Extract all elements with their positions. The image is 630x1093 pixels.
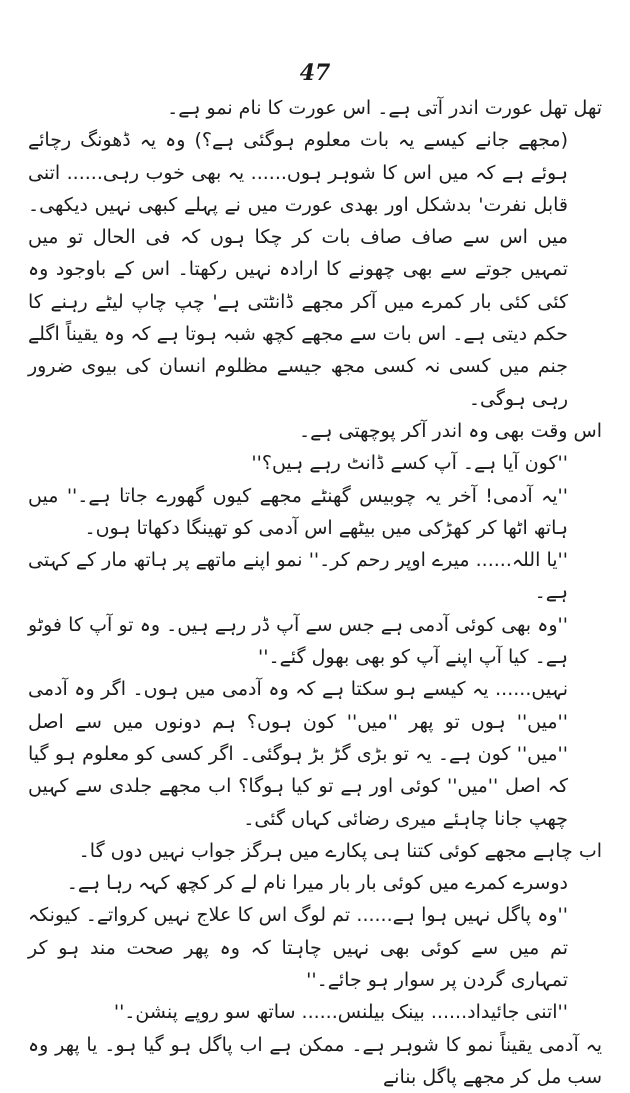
page-number: 47	[299, 60, 331, 86]
paragraph: یہ آدمی یقیناً نمو کا شوہر ہے۔ ممکن ہے اب پاگل ہو گیا ہو۔ یا پھر وہ سب مل کر مجھے پاگل بنانے	[28, 1033, 602, 1088]
paragraph: اس وقت بھی وہ اندر آکر پوچھتی ہے۔	[299, 419, 602, 442]
paragraph: تھل تھل عورت اندر آتی ہے۔ اس عورت کا نام نمو ہے۔	[167, 97, 602, 119]
paragraph: اب چاہے مجھے کوئی کتنا ہی پکارے میں ہرگز جواب نہیں دوں گا۔	[78, 839, 602, 862]
paragraph: ''یہ آدمی! آخر یہ چوبیس گھنٹے مجھے کیوں گھورے جاتا ہے۔'' میں ہاتھ اٹھا کر کھڑکی میں بیٹھے اس آدمی کو تھینگا دکھاتا ہوں۔	[28, 484, 568, 539]
page-body-text	[28, 92, 602, 1093]
paragraph: دوسرے کمرے میں کوئی بار بار میرا نام لے کر کچھ کہہ رہا ہے۔	[66, 872, 568, 895]
paragraph: (مجھے جانے کیسے یہ بات معلوم ہوگئی ہے؟) وہ یہ ڈھونگ رچائے ہوئے ہے کہ میں اس کا شوہر ہوں...... یہ بھی خوب رہی...... اتنی قابل نفرت' بدشکل اور بھدی عورت میں نے پہلے کبھی نہیں دیکھی۔ میں اس سے صاف صاف بات کر چکا ہوں کہ فی الحال تو میں تمہیں جوتے سے بھی چھونے کا ارادہ نہیں رکھتا۔ اس کے باوجود وہ کئی کئی بار کمرے میں آکر مجھے ڈانٹتی ہے' چپ چاپ لیٹے رہنے کا حکم دیتی ہے۔ اس بات سے مجھے کچھ شبہ ہوتا ہے کہ وہ یقیناً اگلے جنم میں کسی نہ کسی مجھ جیسے مظلوم انسان کی بیوی ضرور رہی ہوگی۔	[28, 129, 568, 410]
paragraph: ''کون آیا ہے۔ آپ کسے ڈانٹ رہے ہیں؟''	[251, 452, 568, 475]
paragraph: ''اتنی جائیداد...... بینک بیلنس...... ساتھ سو روپے پنشن۔''	[113, 1001, 568, 1024]
paragraph: ''وہ پاگل نہیں ہوا ہے...... تم لوگ اس کا علاج نہیں کرواتے۔ کیونکہ تم میں سے کوئی بھی نہیں چاہتا کہ وہ پھر صحت مند ہو کر تمہاری گردن پر سوار ہو جائے۔''	[28, 904, 568, 992]
paragraph: ''یا اللہ...... میرے اوپر رحم کر۔'' نمو اپنے ماتھے پر ہاتھ مار کے کہتی ہے۔	[28, 549, 568, 604]
paragraph: ''وہ بھی کوئی آدمی ہے جس سے آپ ڈر رہے ہیں۔ وہ تو آپ کا فوٹو ہے۔ کیا آپ اپنے آپ کو بھی بھول گئے۔''	[28, 613, 568, 669]
paragraph: نہیں...... یہ کیسے ہو سکتا ہے کہ وہ آدمی میں ہوں۔ اگر وہ آدمی ''میں'' ہوں تو پھر ''میں'' کون ہوں؟ ہم دونوں میں سے اصل ''میں'' کون ہے۔ یہ تو بڑی گڑ بڑ ہوگئی۔ اگر کسی کو معلوم ہو گیا کہ اصل ''میں'' کوئی اور ہے تو کیا ہوگا؟ اب مجھے جلدی سے کہیں چھپ جانا چاہئے میری رضائی کہاں گئی۔	[28, 678, 568, 830]
